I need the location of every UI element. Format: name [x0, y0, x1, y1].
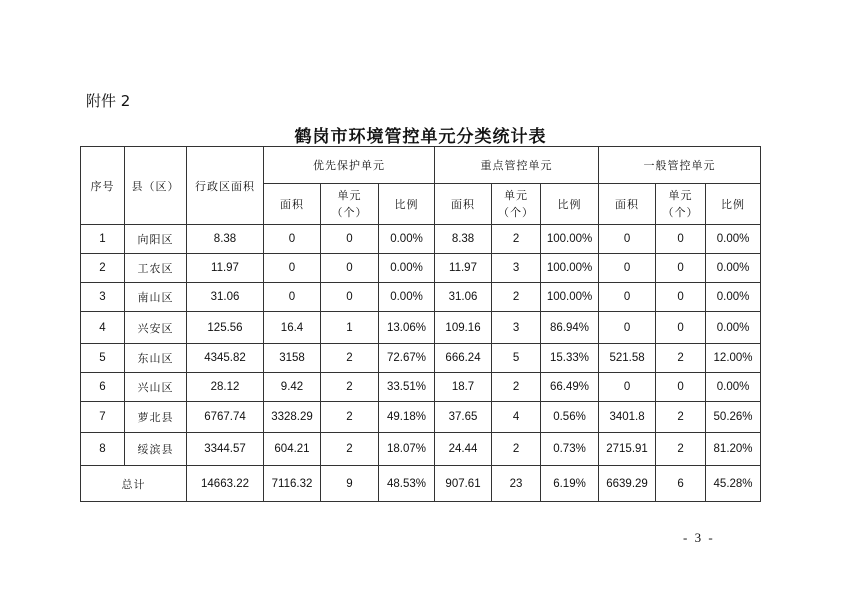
- cell-key-area: 31.06: [435, 283, 492, 312]
- cell-priority-area: 0: [264, 254, 321, 283]
- cell-priority-ratio: 0.00%: [379, 225, 435, 254]
- cell-general-units: 0: [656, 283, 706, 312]
- cell-general-area: 0: [599, 254, 656, 283]
- header-seq: 序号: [81, 147, 125, 225]
- cell-general-units: 2: [656, 433, 706, 466]
- cell-general-area: 0: [599, 373, 656, 402]
- cell-priority-ratio: 0.00%: [379, 254, 435, 283]
- total-priority-ratio: 48.53%: [379, 466, 435, 502]
- total-key-units: 23: [492, 466, 541, 502]
- header-key-units: 单元 （个）: [492, 184, 541, 225]
- cell-general-units: 0: [656, 373, 706, 402]
- cell-priority-area: 16.4: [264, 312, 321, 344]
- cell-priority-units: 0: [321, 225, 379, 254]
- cell-general-ratio: 0.00%: [706, 373, 761, 402]
- table-row: [81, 254, 761, 283]
- cell-key-ratio: 66.49%: [541, 373, 599, 402]
- total-key-area: 907.61: [435, 466, 492, 502]
- cell-general-area: 2715.91: [599, 433, 656, 466]
- cell-priority-area: 3158: [264, 344, 321, 373]
- cell-general-units: 0: [656, 312, 706, 344]
- cell-county: 兴山区: [125, 373, 187, 402]
- table-row: [81, 402, 761, 433]
- cell-priority-units: 0: [321, 283, 379, 312]
- cell-admin-area: 31.06: [187, 283, 264, 312]
- total-priority-area: 7116.32: [264, 466, 321, 502]
- cell-key-units: 2: [492, 433, 541, 466]
- cell-priority-ratio: 0.00%: [379, 283, 435, 312]
- cell-key-area: 8.38: [435, 225, 492, 254]
- total-general-ratio: 45.28%: [706, 466, 761, 502]
- cell-key-area: 37.65: [435, 402, 492, 433]
- cell-priority-ratio: 33.51%: [379, 373, 435, 402]
- cell-key-units: 5: [492, 344, 541, 373]
- cell-admin-area: 4345.82: [187, 344, 264, 373]
- cell-key-units: 2: [492, 225, 541, 254]
- cell-seq: 2: [81, 254, 125, 283]
- cell-general-ratio: 50.26%: [706, 402, 761, 433]
- cell-seq: 4: [81, 312, 125, 344]
- header-county: 县（区）: [125, 147, 187, 225]
- cell-general-units: 0: [656, 225, 706, 254]
- cell-admin-area: 6767.74: [187, 402, 264, 433]
- cell-county: 南山区: [125, 283, 187, 312]
- cell-priority-area: 604.21: [264, 433, 321, 466]
- cell-key-ratio: 0.73%: [541, 433, 599, 466]
- header-key-ratio: 比例: [541, 184, 599, 225]
- total-key-ratio: 6.19%: [541, 466, 599, 502]
- cell-key-ratio: 0.56%: [541, 402, 599, 433]
- cell-key-units: 2: [492, 283, 541, 312]
- total-general-area: 6639.29: [599, 466, 656, 502]
- cell-seq: 1: [81, 225, 125, 254]
- cell-seq: 3: [81, 283, 125, 312]
- cell-general-ratio: 12.00%: [706, 344, 761, 373]
- cell-county: 绥滨县: [125, 433, 187, 466]
- cell-key-ratio: 86.94%: [541, 312, 599, 344]
- header-general-area: 面积: [599, 184, 656, 225]
- cell-seq: 6: [81, 373, 125, 402]
- cell-priority-area: 0: [264, 225, 321, 254]
- cell-general-area: 521.58: [599, 344, 656, 373]
- total-general-units: 6: [656, 466, 706, 502]
- header-general-ratio: 比例: [706, 184, 761, 225]
- cell-seq: 8: [81, 433, 125, 466]
- cell-seq: 5: [81, 344, 125, 373]
- cell-general-area: 0: [599, 283, 656, 312]
- cell-priority-units: 2: [321, 373, 379, 402]
- total-priority-units: 9: [321, 466, 379, 502]
- cell-key-area: 24.44: [435, 433, 492, 466]
- cell-seq: 7: [81, 402, 125, 433]
- cell-key-area: 109.16: [435, 312, 492, 344]
- total-label: 总计: [81, 466, 187, 502]
- cell-general-ratio: 0.00%: [706, 254, 761, 283]
- cell-general-ratio: 0.00%: [706, 312, 761, 344]
- cell-priority-units: 2: [321, 433, 379, 466]
- total-row: [81, 466, 761, 502]
- table-row: [81, 373, 761, 402]
- attachment-label: 附件 2: [86, 92, 131, 110]
- cell-priority-units: 0: [321, 254, 379, 283]
- header-key-group: 重点管控单元: [435, 147, 599, 184]
- table-row: [81, 283, 761, 312]
- cell-county: 工农区: [125, 254, 187, 283]
- table-row: [81, 344, 761, 373]
- cell-priority-area: 0: [264, 283, 321, 312]
- header-priority-ratio: 比例: [379, 184, 435, 225]
- cell-general-area: 3401.8: [599, 402, 656, 433]
- cell-key-area: 11.97: [435, 254, 492, 283]
- cell-priority-area: 3328.29: [264, 402, 321, 433]
- cell-admin-area: 3344.57: [187, 433, 264, 466]
- table-row: [81, 312, 761, 344]
- cell-priority-ratio: 18.07%: [379, 433, 435, 466]
- cell-key-units: 4: [492, 402, 541, 433]
- header-key-area: 面积: [435, 184, 492, 225]
- cell-admin-area: 28.12: [187, 373, 264, 402]
- cell-priority-units: 2: [321, 402, 379, 433]
- cell-key-ratio: 100.00%: [541, 254, 599, 283]
- cell-key-units: 3: [492, 312, 541, 344]
- cell-county: 向阳区: [125, 225, 187, 254]
- cell-general-ratio: 81.20%: [706, 433, 761, 466]
- cell-key-area: 18.7: [435, 373, 492, 402]
- cell-priority-units: 2: [321, 344, 379, 373]
- header-general-units: 单元 （个）: [656, 184, 706, 225]
- cell-key-ratio: 100.00%: [541, 225, 599, 254]
- header-priority-area: 面积: [264, 184, 321, 225]
- table-title: 鹤岗市环境管控单元分类统计表: [294, 127, 547, 147]
- cell-priority-area: 9.42: [264, 373, 321, 402]
- header-priority-group: 优先保护单元: [264, 147, 435, 184]
- cell-priority-units: 1: [321, 312, 379, 344]
- header-admin-area: 行政区面积: [187, 147, 264, 225]
- cell-county: 萝北县: [125, 402, 187, 433]
- statistics-table: [80, 146, 761, 502]
- cell-county: 兴安区: [125, 312, 187, 344]
- table-row: [81, 433, 761, 466]
- page-number: - 3 -: [683, 530, 715, 545]
- cell-key-units: 3: [492, 254, 541, 283]
- cell-key-area: 666.24: [435, 344, 492, 373]
- cell-general-ratio: 0.00%: [706, 283, 761, 312]
- cell-priority-ratio: 13.06%: [379, 312, 435, 344]
- cell-county: 东山区: [125, 344, 187, 373]
- cell-admin-area: 11.97: [187, 254, 264, 283]
- total-admin-area: 14663.22: [187, 466, 264, 502]
- cell-key-units: 2: [492, 373, 541, 402]
- cell-general-area: 0: [599, 225, 656, 254]
- cell-general-units: 0: [656, 254, 706, 283]
- cell-priority-ratio: 49.18%: [379, 402, 435, 433]
- cell-admin-area: 125.56: [187, 312, 264, 344]
- cell-general-ratio: 0.00%: [706, 225, 761, 254]
- table-row: [81, 225, 761, 254]
- cell-general-units: 2: [656, 344, 706, 373]
- cell-general-area: 0: [599, 312, 656, 344]
- cell-priority-ratio: 72.67%: [379, 344, 435, 373]
- cell-key-ratio: 15.33%: [541, 344, 599, 373]
- cell-admin-area: 8.38: [187, 225, 264, 254]
- header-priority-units: 单元 （个）: [321, 184, 379, 225]
- cell-key-ratio: 100.00%: [541, 283, 599, 312]
- header-general-group: 一般管控单元: [599, 147, 761, 184]
- cell-general-units: 2: [656, 402, 706, 433]
